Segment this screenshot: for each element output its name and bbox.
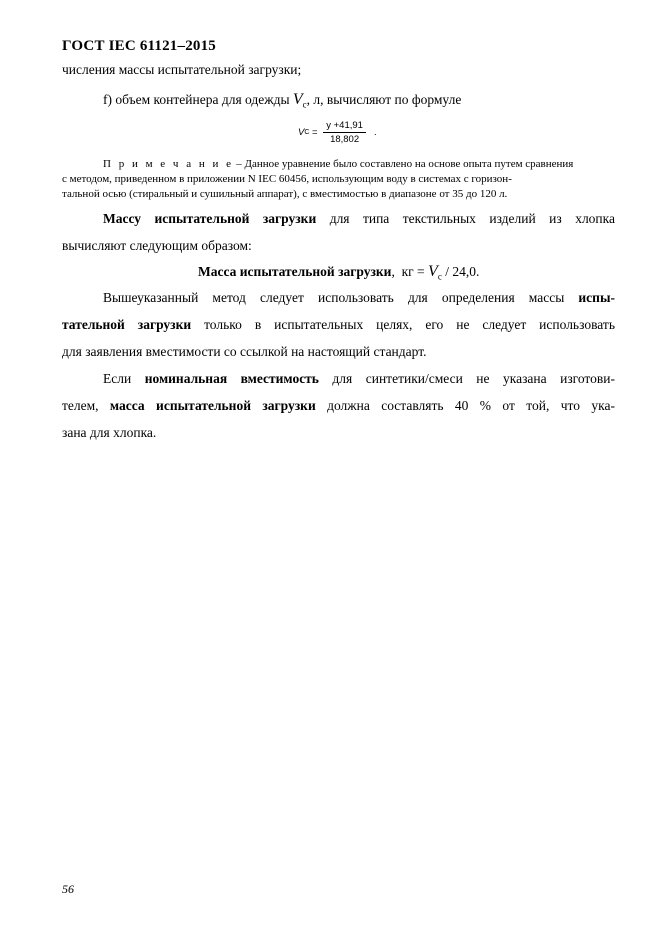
synthetic-text-2b: должна составлять 40 % от той, что ука- — [315, 398, 615, 413]
mass-formula-subscript: c — [437, 271, 442, 282]
method-text-2: только в испытательных целях, его не следует использовать — [191, 317, 615, 332]
method-line-3: для заявления вместимости со ссылкой на настоящий стандарт. — [62, 344, 427, 359]
mass-paragraph-line-2: вычисляют следующим образом: — [62, 238, 252, 253]
note-line-2: с методом, приведенном в приложении N IEC 60456, использующим воду в системах с горизон- — [62, 173, 512, 185]
note-label: П р и м е ч а н и е — [103, 158, 234, 170]
mass-formula-term: Масса испытательной загрузки — [198, 264, 392, 279]
mass-formula-rest: / 24,0. — [441, 264, 480, 279]
mass-paragraph-line-1 — [103, 211, 615, 227]
formula-equals: = — [309, 127, 321, 138]
formula-denominator: 18,802 — [330, 134, 360, 145]
synthetic-text-1b: для синтетики/смеси не указана изготови- — [318, 371, 616, 386]
mass-text-1: для типа текстильных изделий из хлопка — [316, 211, 615, 226]
page-number: 56 — [62, 882, 74, 896]
container-volume-formula — [298, 120, 377, 145]
synthetic-line-2 — [62, 398, 615, 414]
mass-formula-variable: V — [428, 263, 438, 280]
term-test-load-mass: Массу испытательной загрузки — [103, 211, 317, 226]
item-f-text: f) объем контейнера для одежды — [103, 92, 293, 107]
synthetic-text-1a: Если — [103, 371, 145, 386]
method-line-1 — [103, 290, 615, 306]
synthetic-text-2a: телем, — [62, 398, 110, 413]
note-line-3: тальной осью (стиральный и сушильный аппарат), с вместимостью в диапазоне от 35 до 120 л. — [62, 188, 508, 200]
method-text-1: Вышеуказанный метод следует использовать для определения массы — [103, 290, 579, 305]
formula-numerator: y +41,91 — [323, 120, 366, 133]
note-line-1 — [103, 158, 573, 170]
item-f-suffix: , л, вычисляют по формуле — [306, 92, 462, 107]
formula-period: . — [373, 127, 377, 138]
method-bold-1: испы- — [578, 290, 615, 305]
term-test-load-mass-2: масса испытательной загрузки — [109, 398, 316, 413]
item-f-subscript: c — [302, 99, 307, 110]
note-text-1: – Данное уравнение было составлено на основе опыта путем сравнения — [233, 158, 574, 170]
method-bold-2: тательной загрузки — [62, 317, 192, 332]
formula-lhs-subscript: C — [304, 129, 310, 136]
item-f-line — [103, 91, 461, 110]
document-header-title: ГОСТ IEC 61121–2015 — [62, 38, 217, 54]
formula-fraction — [323, 120, 366, 145]
item-f-variable: V — [292, 91, 303, 108]
continuation-line: числения массы испытательной загрузки; — [62, 62, 302, 77]
mass-formula — [198, 263, 479, 282]
method-line-2 — [62, 317, 615, 333]
formula-lhs-variable: V — [298, 127, 305, 138]
mass-formula-unit: , кг = — [391, 264, 429, 279]
synthetic-line-3: зана для хлопка. — [62, 425, 157, 440]
term-nominal-capacity: номинальная вместимость — [144, 371, 319, 386]
synthetic-line-1 — [103, 371, 615, 387]
